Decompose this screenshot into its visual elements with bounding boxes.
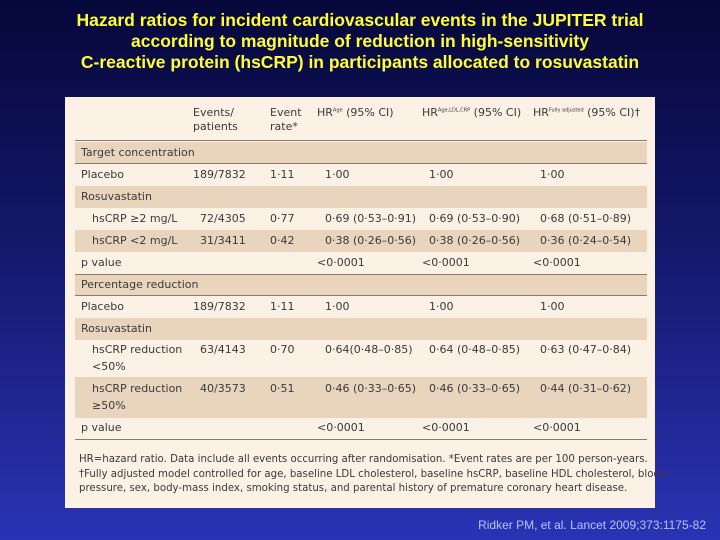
citation: Ridker PM, et al. Lancet 2009;373:1175-82 [478,518,706,532]
row-p-2-hr2: <0·0001 [422,421,470,434]
header-events-line1: Events/ [193,106,234,119]
row-lt2-rate: 0·42 [270,234,295,247]
row-lt2-hr2: 0·38 (0·26–0·56) [429,234,521,247]
row-p-1-hr1: <0·0001 [317,256,365,269]
header-hr2-sup: Age,LDL,CRP [437,107,471,114]
row-placebo-2-hr1: 1·00 [325,300,350,313]
row-placebo-2-hr3: 1·00 [540,300,565,313]
row-placebo-2-label: Placebo [81,300,124,313]
row-ge50-label [92,382,182,413]
section-percentage-divider [75,295,647,296]
footnote-line-1: HR=hazard ratio. Data include all events occurring after randomisation. *Event rates are per 100 person-years. [79,454,648,465]
header-hr3-suffix: (95% CI)† [583,106,641,119]
header-rate-line2: rate* [270,120,298,133]
header-hr-age-ldl-crp [422,106,521,120]
row-p-1-hr3: <0·0001 [533,256,581,269]
table-footnotes [79,453,667,497]
row-ge2-hr1: 0·69 (0·53–0·91) [325,212,417,225]
row-placebo-2-rate: 1·11 [270,300,295,313]
row-rosu-2-label: Rosuvastatin [81,322,152,335]
row-ge50-rate: 0·51 [270,382,295,395]
row-placebo-1-hr2: 1·00 [429,168,454,181]
row-placebo-1-hr1: 1·00 [325,168,350,181]
row-lt2-events: 31/3411 [200,234,246,247]
row-ge2-label: hsCRP ≥2 mg/L [92,212,178,225]
row-ge2-hr2: 0·69 (0·53–0·90) [429,212,521,225]
header-rate-line1: Event [270,106,302,119]
row-ge50-label-line1: hsCRP reduction [92,382,183,395]
row-lt50-label-line2: <50% [92,360,126,373]
footer-divider [75,439,647,440]
row-placebo-2-hr2: 1·00 [429,300,454,313]
row-ge2-rate: 0·77 [270,212,295,225]
row-p-2-hr1: <0·0001 [317,421,365,434]
row-lt2-label: hsCRP <2 mg/L [92,234,178,247]
title-line-1: Hazard ratios for incident cardiovascular events in the JUPITER trial [76,10,644,30]
row-placebo-1-hr3: 1·00 [540,168,565,181]
row-placebo-1-events: 189/7832 [193,168,246,181]
row-ge50-hr3: 0·44 (0·31–0·62) [540,382,632,395]
header-event-rate [270,106,302,134]
row-placebo-1-label: Placebo [81,168,124,181]
row-lt2-hr3: 0·36 (0·24–0·54) [540,234,632,247]
footnote-line-2: †Fully adjusted model controlled for age, baseline LDL cholesterol, baseline hsCRP, baseline HDL cholesterol, blood [79,468,667,480]
row-p-1-label: p value [81,256,122,269]
row-p-2-label: p value [81,421,122,434]
row-placebo-1-rate: 1·11 [270,168,295,181]
row-lt50-events: 63/4143 [200,343,246,356]
row-placebo-2-events: 189/7832 [193,300,246,313]
header-hr2-suffix: (95% CI) [470,106,522,119]
section-percentage-label: Percentage reduction [81,278,199,291]
header-events-line2: patients [193,120,238,133]
row-p-1-hr2: <0·0001 [422,256,470,269]
row-ge50-hr1: 0·46 (0·33–0·65) [325,382,417,395]
header-hr3-prefix: HR [533,106,549,119]
row-lt50-rate: 0·70 [270,343,295,356]
header-hr-fully-adjusted [533,106,640,120]
row-band-rosu-2 [75,318,647,340]
header-divider [75,140,647,141]
row-ge2-events: 72/4305 [200,212,246,225]
row-ge2-hr3: 0·68 (0·51–0·89) [540,212,632,225]
row-lt50-hr2: 0·64 (0·48–0·85) [429,343,521,356]
header-hr-age-prefix: HR [317,106,333,119]
slide-title [0,10,720,73]
row-p-2-hr3: <0·0001 [533,421,581,434]
row-ge50-label-line2: ≥50% [92,399,126,412]
header-hr2-prefix: HR [422,106,438,119]
header-events [193,106,238,134]
row-lt50-hr3: 0·63 (0·47–0·84) [540,343,632,356]
title-line-3: C-reactive protein (hsCRP) in participants allocated to rosuvastatin [80,52,640,72]
footnote-line-3: pressure, sex, body-mass index, smoking status, and parental history of premature coronary heart disease. [79,483,628,494]
header-hr-age-suffix: (95% CI) [342,106,394,119]
row-lt50-label-line1: hsCRP reduction [92,343,183,356]
header-hr-age [317,106,394,120]
row-lt50-label [92,343,182,374]
header-hr-age-sup: Age [332,107,343,114]
row-lt2-hr1: 0·38 (0·26–0·56) [325,234,417,247]
row-ge50-hr2: 0·46 (0·33–0·65) [429,382,521,395]
row-lt50-hr1: 0·64(0·48–0·85) [325,343,413,356]
row-ge50-events: 40/3573 [200,382,246,395]
hazard-ratio-table [65,97,667,508]
header-hr3-sup: Fully adjusted [548,107,584,114]
row-band-rosu-1 [75,186,647,208]
row-rosu-1-label: Rosuvastatin [81,190,152,203]
section-target-label: Target concentration [81,146,195,159]
title-line-2: according to magnitude of reduction in high-sensitivity [131,31,589,51]
